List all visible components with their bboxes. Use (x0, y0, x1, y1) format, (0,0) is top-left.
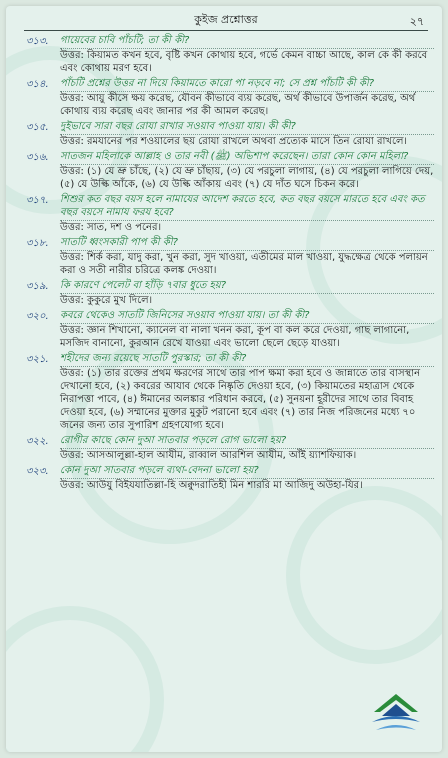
question-number: ৩১৯. (26, 281, 49, 292)
question-text: সাতটি ধ্বংসকারী পাপ কী কী? (60, 236, 434, 251)
question-number: ৩১৬. (26, 152, 49, 163)
answer-text: উত্তর: আয়ু কীসে ক্ষয় করেছ, যৌবন কীভাবে ব্যয় করেছ, অর্থ কীভাবে উপার্জন করেছ, অর্থ কোথায় ব্যয় করেছ এবং জানার পর কী আমল করেছ। (60, 93, 416, 117)
answer-text: উত্তর: জ্ঞান শিখানো, ক্যানেল বা নালা খনন করা, কূপ বা কল করে দেওয়া, গাছ লাগানো, মসজিদ বানানো, কুরআন রেখে যাওয়া এবং ভালো ছেলে ছেড়ে যাওয়া। (60, 325, 410, 349)
question-number: ৩১৭. (26, 195, 49, 206)
qa-item (26, 120, 434, 148)
qa-item (26, 434, 434, 462)
qa-item (26, 150, 434, 191)
question-number: ৩১৮. (26, 238, 49, 249)
question-text: শহীদের জন্য রয়েছে সাতটি পুরস্কার; তা কী কী? (60, 352, 434, 367)
book-page (6, 6, 442, 752)
background-swirl (6, 606, 164, 752)
qa-item (26, 309, 434, 350)
qa-item (26, 279, 434, 307)
question-text: দুইভাবে সারা বছর রোযা রাখার সওয়াব পাওয়া যায়। কী কী? (60, 120, 434, 135)
publisher-logo-icon (366, 690, 426, 740)
background-swirl (286, 486, 442, 664)
question-text: কবরে থেকেও সাতটি জিনিসের সওয়াব পাওয়া যায়। তা কী কী? (60, 309, 434, 324)
question-text: রোগীর কাছে কোন দুআ সাতবার পড়লে রোগ ভালো হয়? (60, 434, 434, 449)
page-title: কুইজ প্রশ্নোত্তর (194, 12, 258, 26)
answer-text: উত্তর: (১) তার রক্তের প্রথম ক্ষরণের সাথে তার পাপ ক্ষমা করা হবে ও জান্নাতে তার বাসস্থান দেখানো হবে, (২) কবরের আযাব থেকে নিষ্কৃতি দেওয়া হবে, (৩) কিয়ামতের মহাত্রাস থেকে নিরাপত্তা পাবে, (৪) ঈমানের অলঙ্কার পরিধান করবে, (৫) সুনয়না হূরীদের সাথে তার বিবাহ দেওয়া হবে, (৬) সম্মানের মুক্তার মুকুট পরানো হবে এবং (৭) তার নিজ পরিজনের মধ্যে ৭০ জনের জন্য তার সুপারিশ গ্রহণযোগ্য হবে। (60, 368, 421, 431)
qa-item (26, 77, 434, 118)
answer-text: উত্তর: কিয়ামত কখন হবে, বৃষ্টি কখন কোথায় হবে, গর্ভে কেমন বাচ্চা আছে, কাল কে কী করবে এবং কোথায় মরণ হবে। (60, 50, 428, 74)
question-number: ৩২১. (26, 354, 49, 365)
question-text: কোন দুআ সাতবার পড়লে ব্যথা-বেদনা ভালো হয়? (60, 464, 434, 479)
question-text: কি কারণে পেলেট বা হাঁড়ি ৭বার ধুতে হয়? (60, 279, 434, 294)
question-number: ৩২২. (26, 436, 49, 447)
qa-item (26, 193, 434, 234)
question-number: ৩১৩. (26, 36, 49, 47)
qa-item (26, 236, 434, 277)
qa-item (26, 352, 434, 432)
question-number: ৩১৪. (26, 79, 49, 90)
question-text: গায়েবের চাবি পাঁচটি; তা কী কী? (60, 34, 434, 49)
question-text: পাঁচটি প্রশ্নের উত্তর না দিয়ে কিয়ামতে কারো পা নড়বে না; সে প্রশ্ন পাঁচটি কী কী? (60, 77, 434, 92)
page-header (24, 10, 428, 31)
answer-text: উত্তর: রমযানের পর শওয়ালের ছয় রোযা রাখলে অথবা প্রত্যেক মাসে তিন রোযা রাখলে। (60, 136, 408, 147)
answer-text: উত্তর: (১) যে ভ্রু চাঁছে, (২) যে ভ্রু চাঁছায়, (৩) যে পরচুলা লাগায়, (৪) যে পরচুলা লাগিয়ে দেয়, (৫) যে উল্কি আঁকে, (৬) যে উল্কি আঁকায় এবং (৭) যে দাঁত ঘসে চিকন করে। (60, 166, 434, 190)
answer-text: উত্তর: সাত, দশ ও পনের। (60, 222, 162, 233)
page-number: ২৭ (409, 15, 424, 28)
question-text: সাতজন মহিলাকে আল্লাহ ও তার নবী (ﷺ) অভিশাপ করেছেন। তারা কোন কোন মহিলা? (60, 150, 434, 165)
question-text: শিশুর কত বছর বয়স হলে নামাযের আদেশ করতে হবে, কত বছর বয়সে মারতে হবে এবং কত বছর বয়সে নামায ফরয হবে? (60, 193, 434, 221)
answer-text: উত্তর: আউযু বিইযযাতিল্লা-হি অক্বুদরাতিহী মিন শাররি মা আজিদু অউহা-যির। (60, 480, 363, 491)
answer-text: উত্তর: কুকুরে মুখ দিলে। (60, 295, 153, 306)
question-number: ৩১৫. (26, 122, 49, 133)
qa-list (26, 34, 434, 494)
qa-item (26, 464, 434, 492)
qa-item (26, 34, 434, 75)
question-number: ৩২০. (26, 311, 49, 322)
answer-text: উত্তর: আসআলুল্লা-হাল আযীম, রাব্বাল আরশিল আযীম, আঁই য়্যাশফিয়াক। (60, 450, 357, 461)
question-number: ৩২৩. (26, 466, 49, 477)
answer-text: উত্তর: শির্ক করা, যাদু করা, খুন করা, সুদ খাওয়া, এতীমের মাল খাওয়া, যুদ্ধক্ষেত্র থেকে পলায়ন করা ও সতী নারীর চরিত্রে কলঙ্ক দেওয়া। (60, 252, 428, 276)
